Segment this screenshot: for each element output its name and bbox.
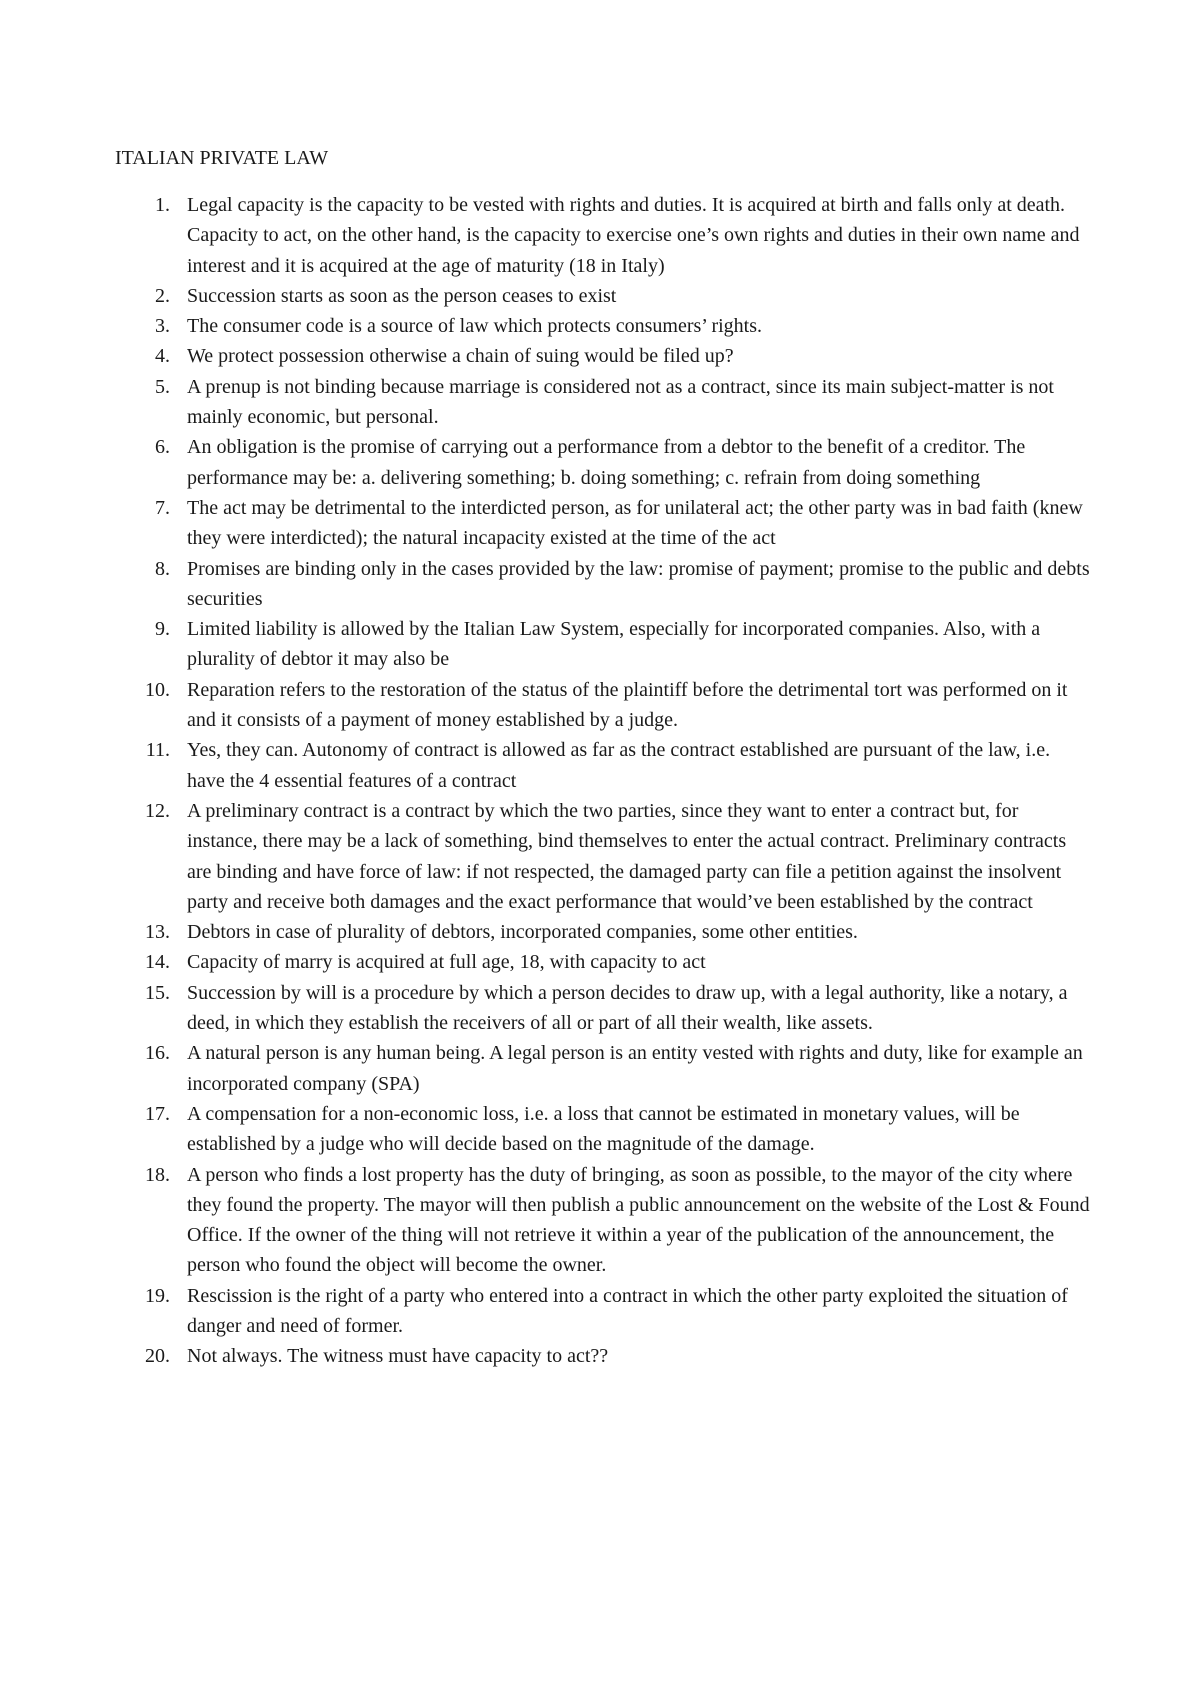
answer-item-5 — [0, 372, 1200, 433]
answer-number: 10. — [145, 678, 170, 701]
answer-item-13 — [0, 917, 1200, 947]
answer-text: Succession starts as soon as the person ceases to exist — [187, 284, 617, 307]
answer-text: We protect possession otherwise a chain of suing would be filed up? — [187, 345, 734, 368]
answer-text: Debtors in case of plurality of debtors, incorporated companies, some other entities. — [187, 921, 858, 944]
answer-item-7 — [0, 493, 1200, 554]
answer-item-20 — [0, 1341, 1200, 1371]
answer-number: 18. — [145, 1163, 170, 1186]
answer-text: The consumer code is a source of law which protects consumers’ rights. — [187, 315, 763, 338]
answer-text: A person who finds a lost property has the duty of bringing, as soon as possible, to the mayor of the city where they found the property. The mayor will then publish a public announcement on the website of the Lost & Found Office. If the owner of the thing will not retrieve it within a year of the publication of the announcement, the person who found the object will become the owner. — [187, 1163, 1090, 1277]
answer-number: 5. — [155, 375, 170, 398]
answer-item-19 — [0, 1281, 1200, 1342]
answer-text: Legal capacity is the capacity to be vested with rights and duties. It is acquired at birth and falls only at death. Capacity to act, on the other hand, is the capacity to exercise one’s own rights and duties in their own name and interest and it is acquired at the age of maturity (18 in Italy) — [187, 194, 1080, 277]
answer-number: 3. — [155, 315, 170, 338]
answer-number: 16. — [145, 1042, 170, 1065]
answer-text: An obligation is the promise of carrying out a performance from a debtor to the benefit of a creditor. The performance may be: a. delivering something; b. doing something; c. refrain from doing something — [187, 436, 1026, 489]
answer-text: A preliminary contract is a contract by which the two parties, since they want to enter a contract but, for instance, there may be a lack of something, bind themselves to enter the actual contract. Preliminary contracts are binding and have force of law: if not respected, the damaged party can file a petition against the insolvent party and receive both damages and the exact performance that would’ve been established by the contract — [187, 799, 1067, 913]
answer-number: 7. — [155, 496, 170, 519]
answer-item-1 — [0, 190, 1200, 281]
answer-item-8 — [0, 554, 1200, 615]
answer-item-14 — [0, 947, 1200, 977]
answer-item-12 — [0, 796, 1200, 917]
answer-number: 20. — [145, 1345, 170, 1368]
answer-number: 9. — [155, 618, 170, 641]
answer-item-18 — [0, 1160, 1200, 1281]
answer-text: A compensation for a non-economic loss, i.e. a loss that cannot be estimated in monetary values, will be established by a judge who will decide based on the magnitude of the damage. — [187, 1102, 1020, 1156]
answer-text: Capacity of marry is acquired at full age, 18, with capacity to act — [187, 951, 706, 974]
answer-number: 2. — [155, 284, 170, 307]
answer-item-3 — [0, 311, 1200, 341]
answer-item-6 — [0, 432, 1200, 493]
document-title: ITALIAN PRIVATE LAW — [115, 147, 329, 169]
answer-number: 1. — [155, 194, 170, 216]
answer-item-10 — [0, 675, 1200, 736]
answer-item-9 — [0, 614, 1200, 675]
answer-number: 12. — [145, 799, 170, 822]
answer-item-11 — [0, 735, 1200, 796]
answer-number: 13. — [145, 921, 170, 944]
answer-item-16 — [0, 1038, 1200, 1099]
answer-number: 11. — [145, 739, 170, 762]
answer-item-15 — [0, 978, 1200, 1039]
answer-item-4 — [0, 341, 1200, 371]
answer-text: The act may be detrimental to the interdicted person, as for unilateral act; the other party was in bad faith (knew they were interdicted); the natural incapacity existed at the time of the act — [187, 496, 1083, 550]
answer-number: 4. — [155, 345, 170, 368]
answer-item-17 — [0, 1099, 1200, 1160]
answer-number: 6. — [155, 436, 170, 459]
answer-list — [0, 190, 1200, 1372]
answer-number: 14. — [145, 951, 170, 974]
answer-number: 17. — [145, 1102, 170, 1125]
answer-text: A prenup is not binding because marriage is considered not as a contract, since its main subject-matter is not mainly economic, but personal. — [187, 375, 1054, 429]
answer-text: Reparation refers to the restoration of the status of the plaintiff before the detrimental tort was performed on it and it consists of a payment of money established by a judge. — [187, 678, 1068, 732]
answer-text: Succession by will is a procedure by which a person decides to draw up, with a legal authority, like a notary, a deed, in which they establish the receivers of all or part of all their wealth, like assets. — [187, 981, 1068, 1035]
answer-text: Not always. The witness must have capacity to act?? — [187, 1345, 609, 1368]
answer-item-2 — [0, 281, 1200, 311]
answer-number: 8. — [155, 557, 170, 580]
answer-text: Yes, they can. Autonomy of contract is allowed as far as the contract established are pursuant of the law, i.e. have the 4 essential features of a contract — [187, 739, 1051, 792]
answer-number: 19. — [145, 1284, 170, 1307]
answer-number: 15. — [145, 981, 170, 1004]
answer-text: Rescission is the right of a party who entered into a contract in which the other party exploited the situation of danger and need of former. — [187, 1284, 1068, 1337]
answer-text: Limited liability is allowed by the Italian Law System, especially for incorporated companies. Also, with a plurality of debtor it may also be — [187, 618, 1041, 671]
answer-text: Promises are binding only in the cases provided by the law: promise of payment; promise to the public and debts securities — [187, 557, 1090, 610]
answer-text: A natural person is any human being. A legal person is an entity vested with rights and duty, like for example an incorporated company (SPA) — [187, 1042, 1083, 1095]
